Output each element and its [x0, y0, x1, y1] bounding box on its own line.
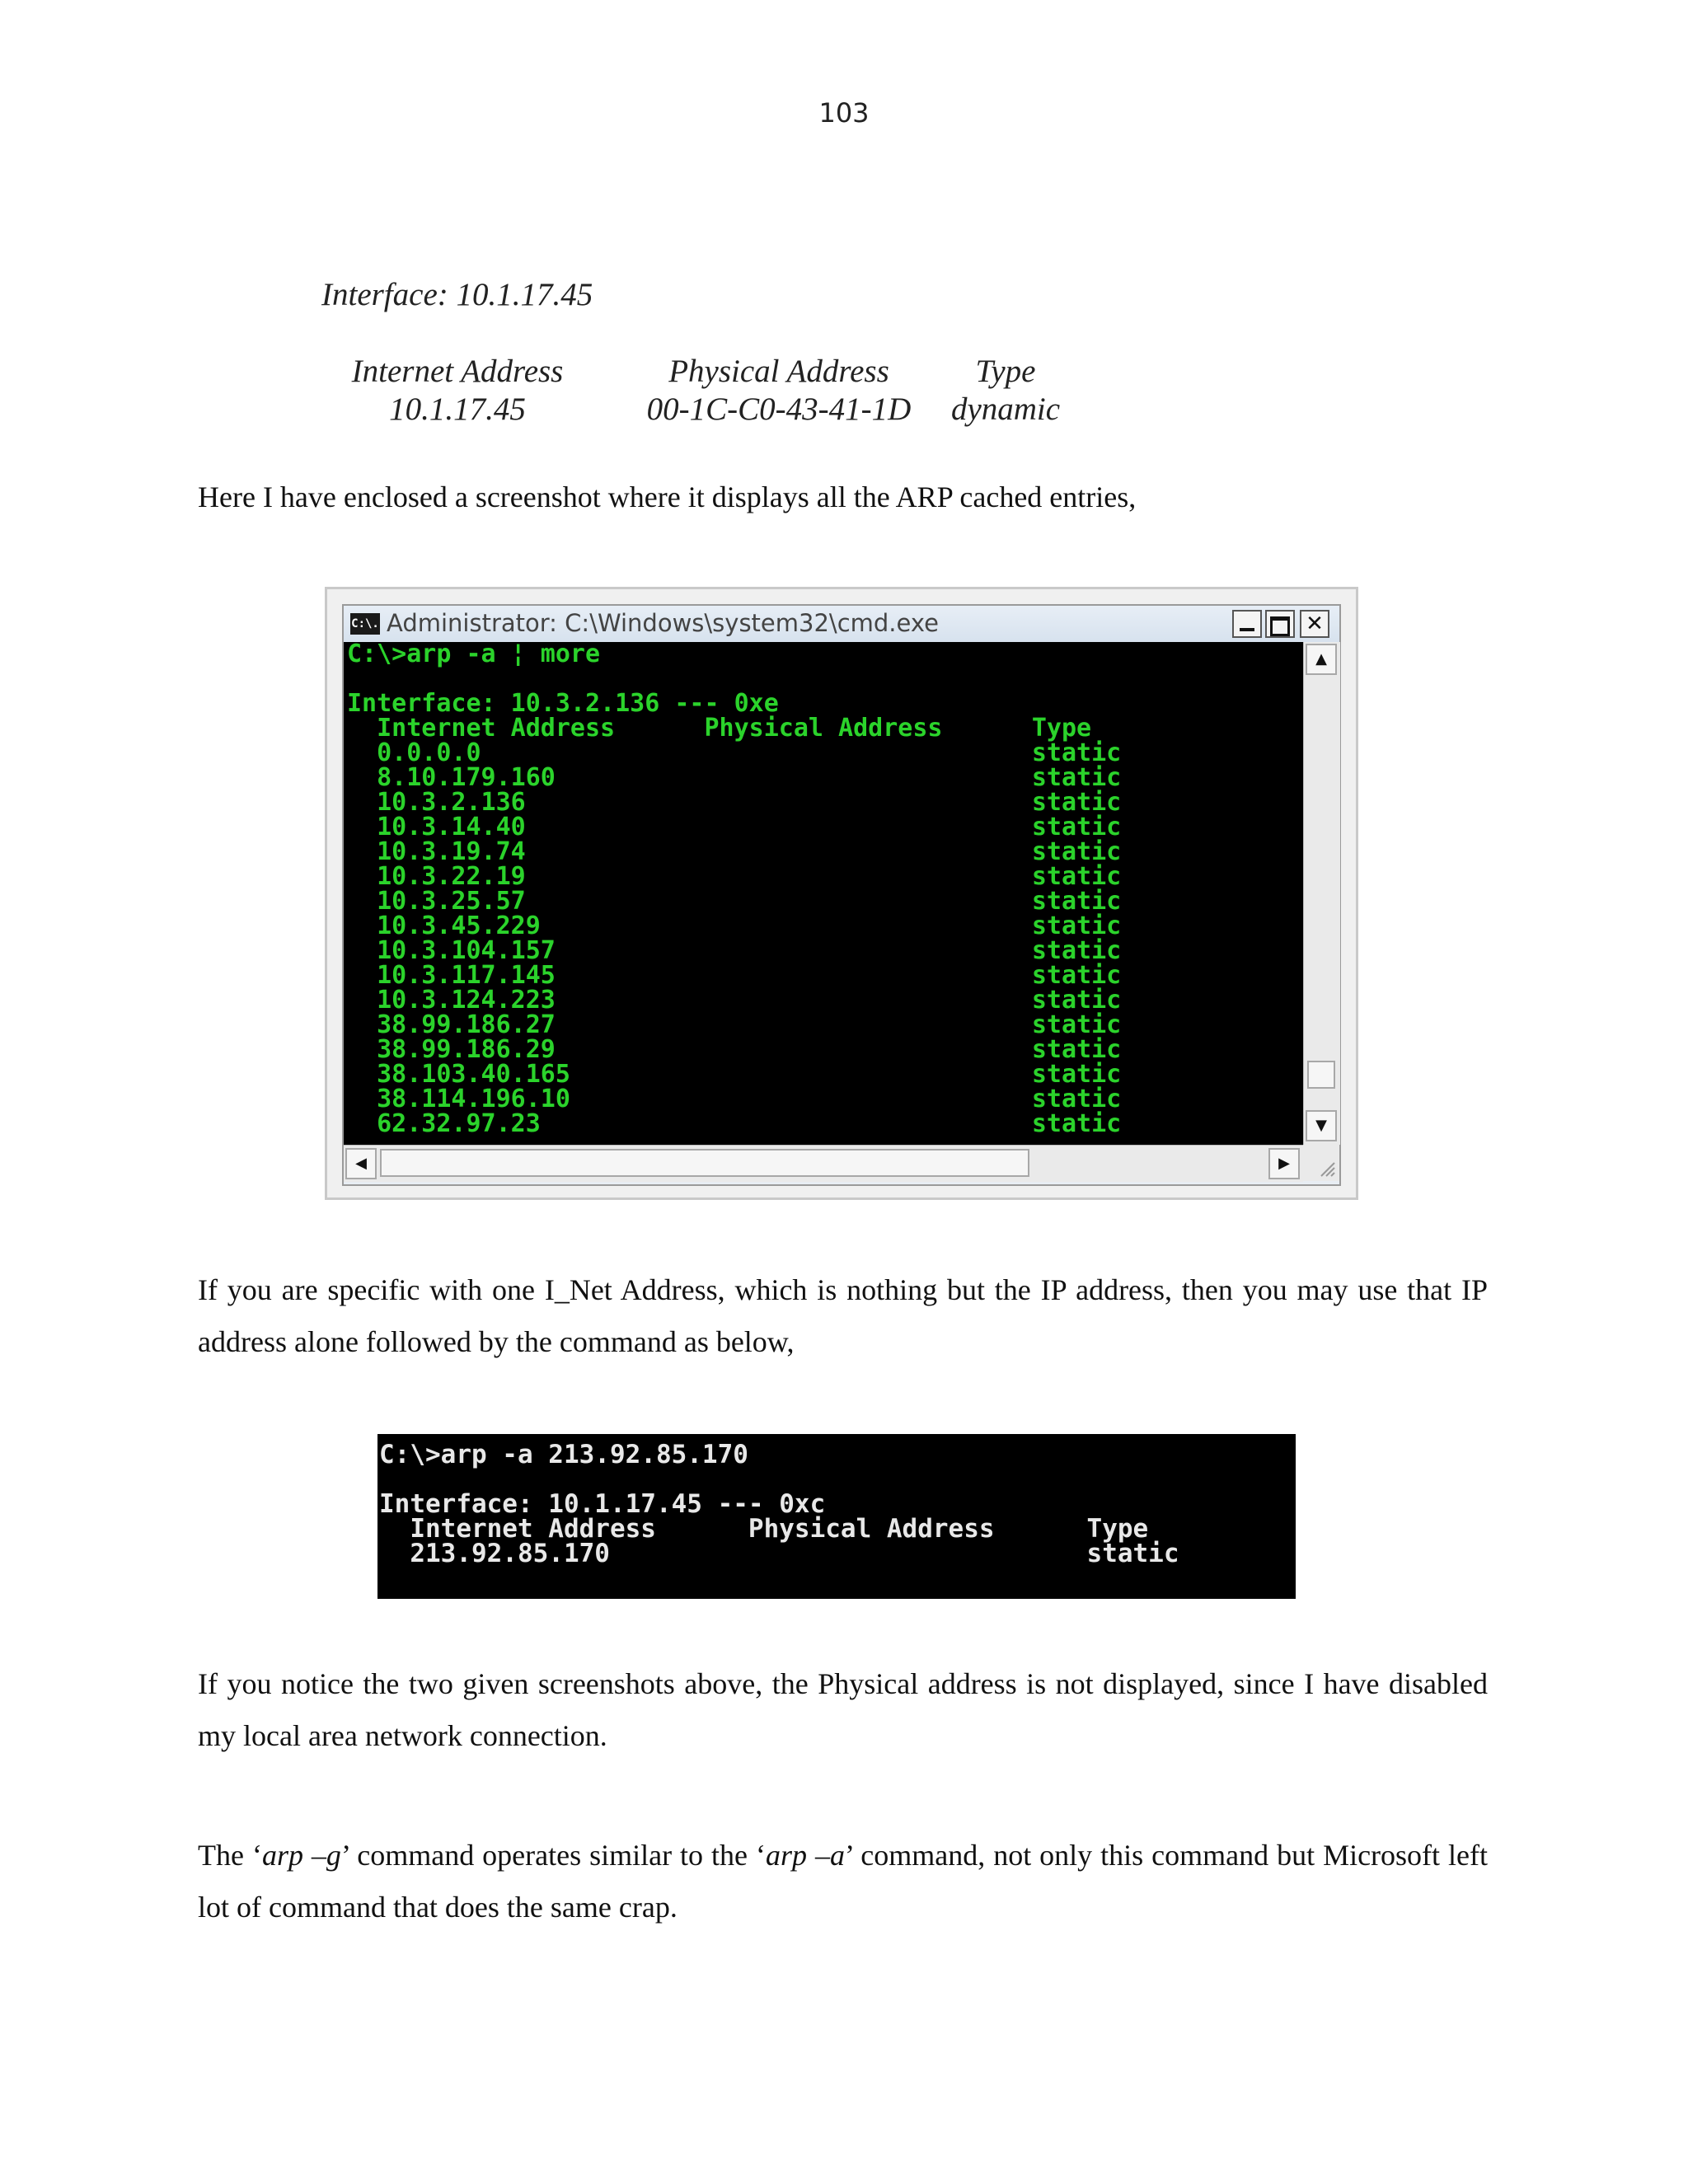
- scroll-right-arrow-icon[interactable]: ▶: [1268, 1148, 1300, 1179]
- cmd-window-title: Administrator: C:\Windows\system32\cmd.exe: [387, 609, 939, 637]
- vertical-scroll-thumb[interactable]: [1307, 1061, 1335, 1089]
- paragraph-screenshot-intro: Here I have enclosed a screenshot where it displays all the ARP cached entries,: [198, 480, 1137, 513]
- horizontal-scrollbar[interactable]: [344, 1145, 1303, 1182]
- command-arp-g: arp –g: [261, 1839, 341, 1872]
- paragraph-arp-g-part-a: The ‘: [198, 1839, 262, 1872]
- paragraph-arp-g-part-b: ’ command operates similar to the ‘: [340, 1839, 766, 1872]
- paragraph-specific-address: If you are specific with one I_Net Address, which is nothing but the IP address, then you may use that IP address alone followed by the command as below,: [198, 1273, 1488, 1358]
- resize-grip-icon[interactable]: [1303, 1145, 1339, 1181]
- paragraph-arp-g-part-c: ’ command, not only this command but Microsoft left lot of command that does the same crap.: [198, 1839, 1488, 1924]
- arp-column-internet-address: [330, 353, 585, 429]
- command-arp-a: arp –a: [765, 1839, 845, 1872]
- arp-value-physical-address: 00-1C-C0-43-41-1D: [646, 391, 912, 427]
- cmd-titlebar: [344, 606, 1339, 642]
- interface-line: Interface: 10.1.17.45: [321, 277, 593, 312]
- arp-single-address-screenshot: [377, 1434, 1296, 1599]
- arp-header-type: Type: [975, 354, 1036, 389]
- page-number: 103: [818, 97, 870, 129]
- cmd-console-output: [344, 642, 1303, 1145]
- cmd-window-screenshot: [325, 587, 1358, 1200]
- arp-value-internet-address: 10.1.17.45: [389, 391, 526, 427]
- paragraph-physical-address-note: If you notice the two given screenshots above, the Physical address is not displayed, since I have disabled my local area network connection.: [198, 1667, 1488, 1752]
- horizontal-scroll-thumb[interactable]: [380, 1149, 1029, 1177]
- arp-value-type: dynamic: [950, 391, 1061, 427]
- cmd-console-text: C:\>arp -a ¦ more Interface: 10.3.2.136 --- 0xe Internet Address Physical Address Type 0.0.0.0 static 8.10.179.160 static 10.3.2.136 static 10.3.14.40 static 10.3.19.74 static 10.3.22.19 static 10.3.25.57 static 10.3.45.229 static 10.3.104.157 static 10.3.117.145 static 10.3.124.223 static 38.99.186.27 static 38.99.186.29 static 38.103.40.165 static 38.114.196.10 static 62.32.97.23 static: [347, 642, 1122, 1138]
- cmd-window-frame: [342, 604, 1341, 1186]
- paragraph-arp-g: [198, 1830, 1488, 1933]
- cmd-app-icon: C:\.: [350, 613, 380, 635]
- arp-single-address-text: C:\>arp -a 213.92.85.170 Interface: 10.1.17.45 --- 0xc Internet Address Physical Address Type 213.92.85.170 static: [379, 1440, 1179, 1568]
- arp-header-physical-address: Physical Address: [668, 354, 889, 389]
- scroll-down-arrow-icon[interactable]: ▼: [1306, 1110, 1337, 1141]
- scroll-left-arrow-icon[interactable]: ◀: [345, 1148, 377, 1179]
- close-icon[interactable]: ✕: [1300, 610, 1329, 638]
- arp-column-type: [931, 353, 1080, 429]
- arp-header-internet-address: Internet Address: [351, 354, 564, 389]
- vertical-scrollbar[interactable]: [1303, 642, 1340, 1145]
- minimize-icon[interactable]: [1232, 610, 1262, 638]
- arp-column-physical-address: [626, 353, 931, 429]
- maximize-icon[interactable]: [1265, 610, 1295, 638]
- scroll-up-arrow-icon[interactable]: ▲: [1306, 644, 1337, 675]
